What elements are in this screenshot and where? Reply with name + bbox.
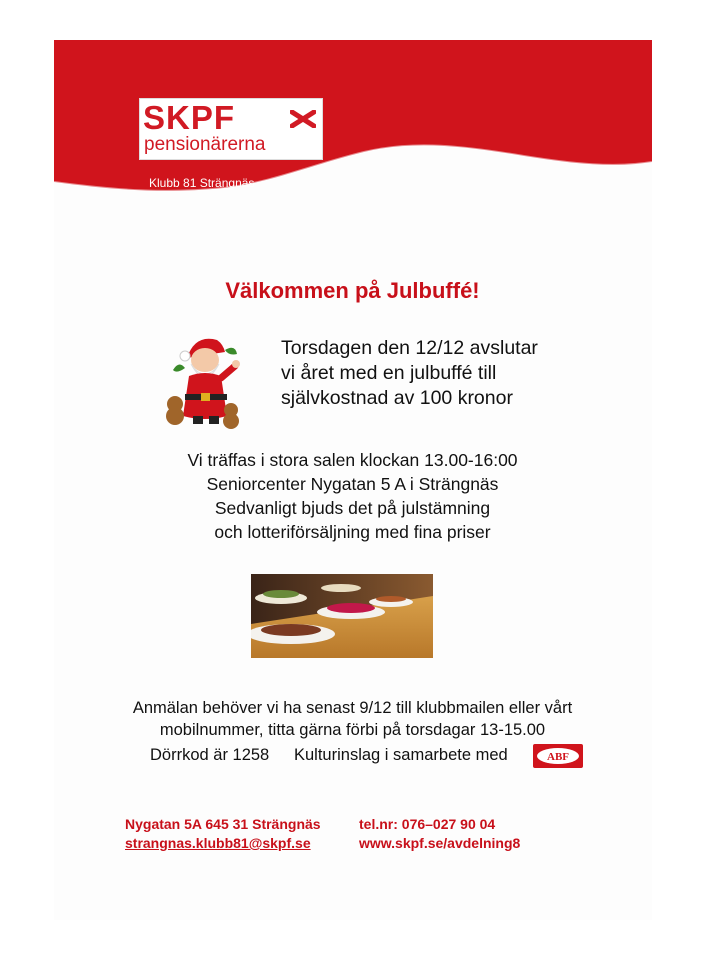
contact-email-link[interactable]: strangnas.klubb81@skpf.se [125,835,311,851]
info-line: Seniorcenter Nygatan 5 A i Strängnäs [206,474,499,494]
abf-logo-text: ABF [547,751,569,763]
signup-info [0,697,705,741]
info-line: och lotteriförsäljning med fina priser [214,522,491,542]
logo-cross-icon [290,110,316,128]
intro-line: Torsdagen den 12/12 avslutar [281,337,538,359]
intro-line: självkostnad av 100 kronor [281,387,513,409]
intro-text [281,336,611,411]
page-title: Välkommen på Julbuffé! [225,278,480,303]
contact-address: Nygatan 5A 645 31 Strängnäs [125,816,321,832]
skpf-logo [139,98,323,160]
abf-logo [533,744,583,768]
info-line: Sedvanligt bjuds det på julstämning [214,498,491,518]
culture-text: Kulturinslag i samarbete med [294,746,508,764]
santa-icon [165,330,245,430]
contact-website-link[interactable]: www.skpf.se/avdelning8 [359,835,521,851]
info-line: Vi träffas i stora salen klockan 13.00-16:00 [187,450,518,470]
signup-line: mobilnummer, titta gärna förbi på torsdagar 13-15.00 [159,721,546,739]
signup-line: Anmälan behöver vi ha senast 9/12 till klubbmailen eller vårt [132,699,573,717]
logo-subtitle: pensionärerna [144,134,266,155]
intro-line: vi året med en julbuffé till [281,362,497,384]
logo-wordmark: SKPF [143,99,236,136]
club-name: Klubb 81 Strängnäs [149,176,255,190]
door-code: Dörrkod är 1258 [150,746,270,764]
event-info [0,448,705,544]
buffet-photo [251,574,433,658]
contact-phone: tel.nr: 076–027 90 04 [359,816,496,832]
